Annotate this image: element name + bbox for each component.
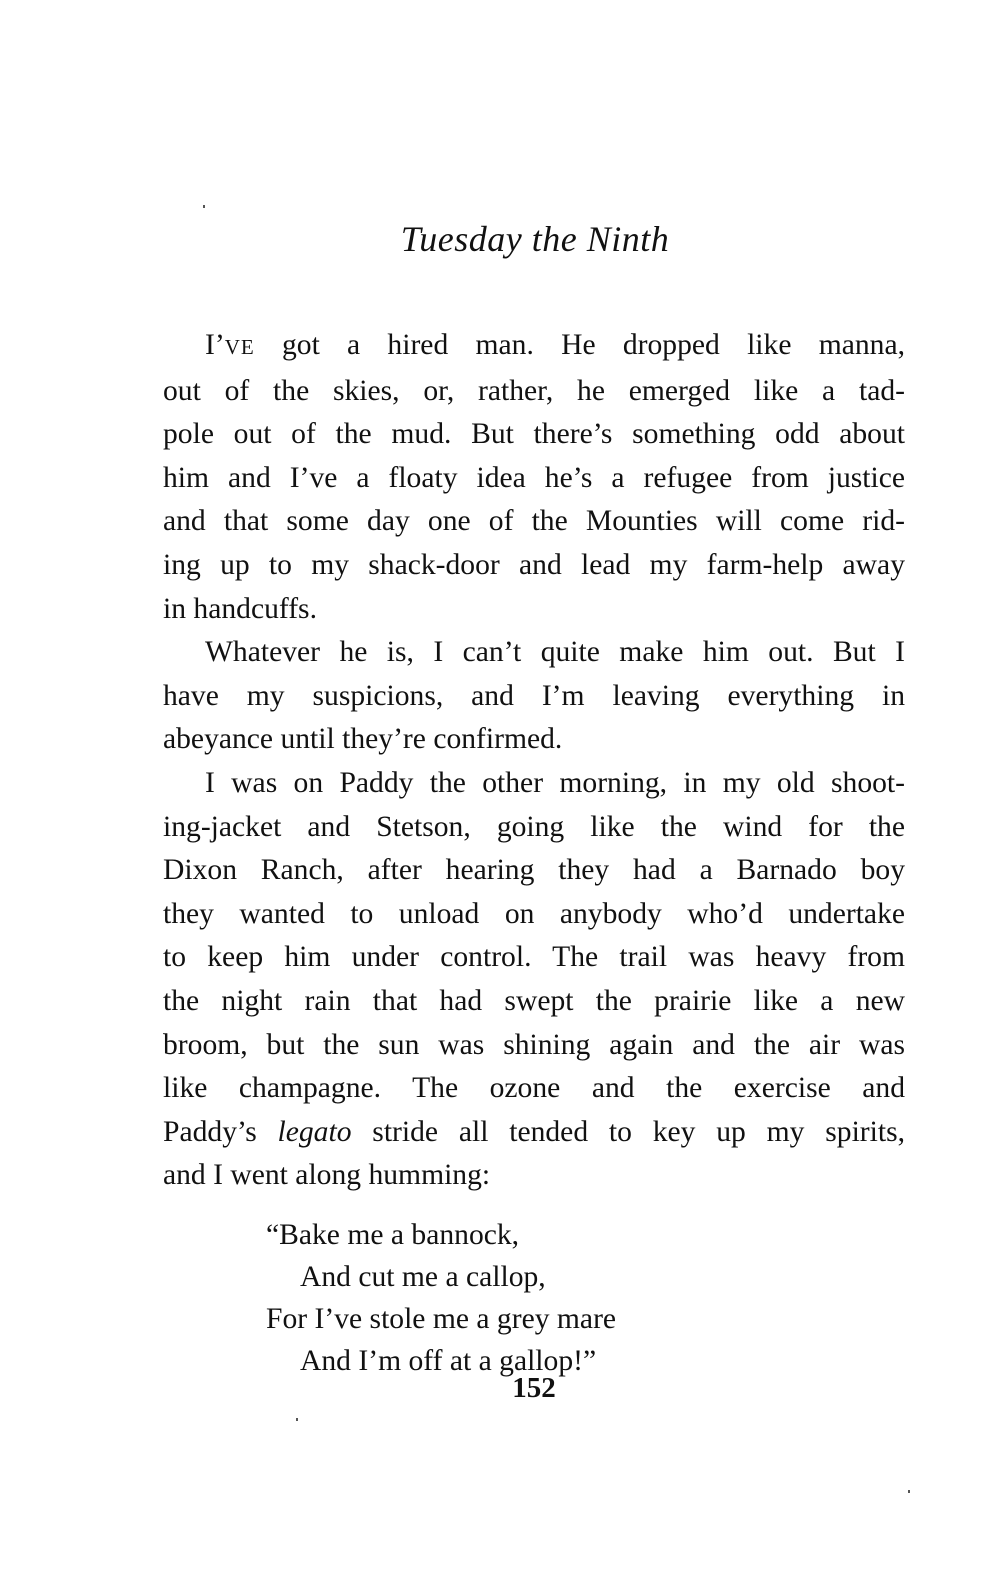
drop-cap: I’ (205, 329, 225, 361)
text-line: out of the skies, or, rather, he emerged like a tad- (163, 374, 905, 407)
text-line: Dixon Ranch, after hearing they had a Barnado boy (163, 854, 905, 887)
verse-line: And cut me a callop, (300, 1261, 546, 1293)
italic-word: legato (277, 1115, 352, 1148)
text-line: have my suspicions, and I’m leaving everything in (163, 679, 905, 712)
paragraph-3 (163, 762, 905, 1198)
text-line: they wanted to unload on anybody who’d undertake (163, 897, 905, 930)
text-line: Paddy’s legato stride all tended to key up my spirits, (163, 1115, 906, 1148)
paragraph-1 (163, 324, 905, 631)
text-line: ing-jacket and Stetson, going like the wind for the (163, 810, 905, 843)
scan-speck (908, 1490, 910, 1493)
scan-speck (296, 1418, 298, 1421)
text-line: broom, but the sun was shining again and the air was (163, 1028, 905, 1061)
page-number: 152 (512, 1372, 556, 1404)
verse-line: “Bake me a bannock, (266, 1219, 520, 1251)
verse-line: For I’ve stole me a grey mare (266, 1303, 617, 1335)
verse-line: And I’m off at a gallop!” (300, 1345, 597, 1377)
paragraph-2 (163, 631, 905, 762)
verse-block (266, 1214, 616, 1382)
text-line: I was on Paddy the other morning, in my old shoot- (205, 766, 905, 799)
text-line: like champagne. The ozone and the exercise and (163, 1072, 905, 1105)
text-line: I’VE got a hired man. He dropped like manna, (205, 329, 905, 361)
chapter-heading: Tuesday the Ninth (400, 219, 670, 259)
text-line: the night rain that had swept the prairie like a new (163, 984, 905, 1017)
text-line: ing up to my shack-door and lead my farm-help away (163, 548, 905, 581)
text-line: abeyance until they’re confirmed. (163, 723, 563, 756)
text-line: and I went along humming: (163, 1159, 491, 1192)
text-line: Whatever he is, I can’t quite make him out. But I (205, 636, 905, 669)
body-text (163, 324, 905, 1198)
scan-speck (203, 205, 205, 208)
text-line: to keep him under control. The trail was heavy from (163, 941, 905, 974)
text-line: him and I’ve a floaty idea he’s a refugee from justice (163, 461, 905, 494)
small-caps-text: VE (224, 335, 255, 359)
text-line: in handcuffs. (163, 592, 317, 625)
text-line: pole out of the mud. But there’s something odd about (163, 418, 905, 451)
text-line: and that some day one of the Mounties will come rid- (163, 505, 905, 538)
